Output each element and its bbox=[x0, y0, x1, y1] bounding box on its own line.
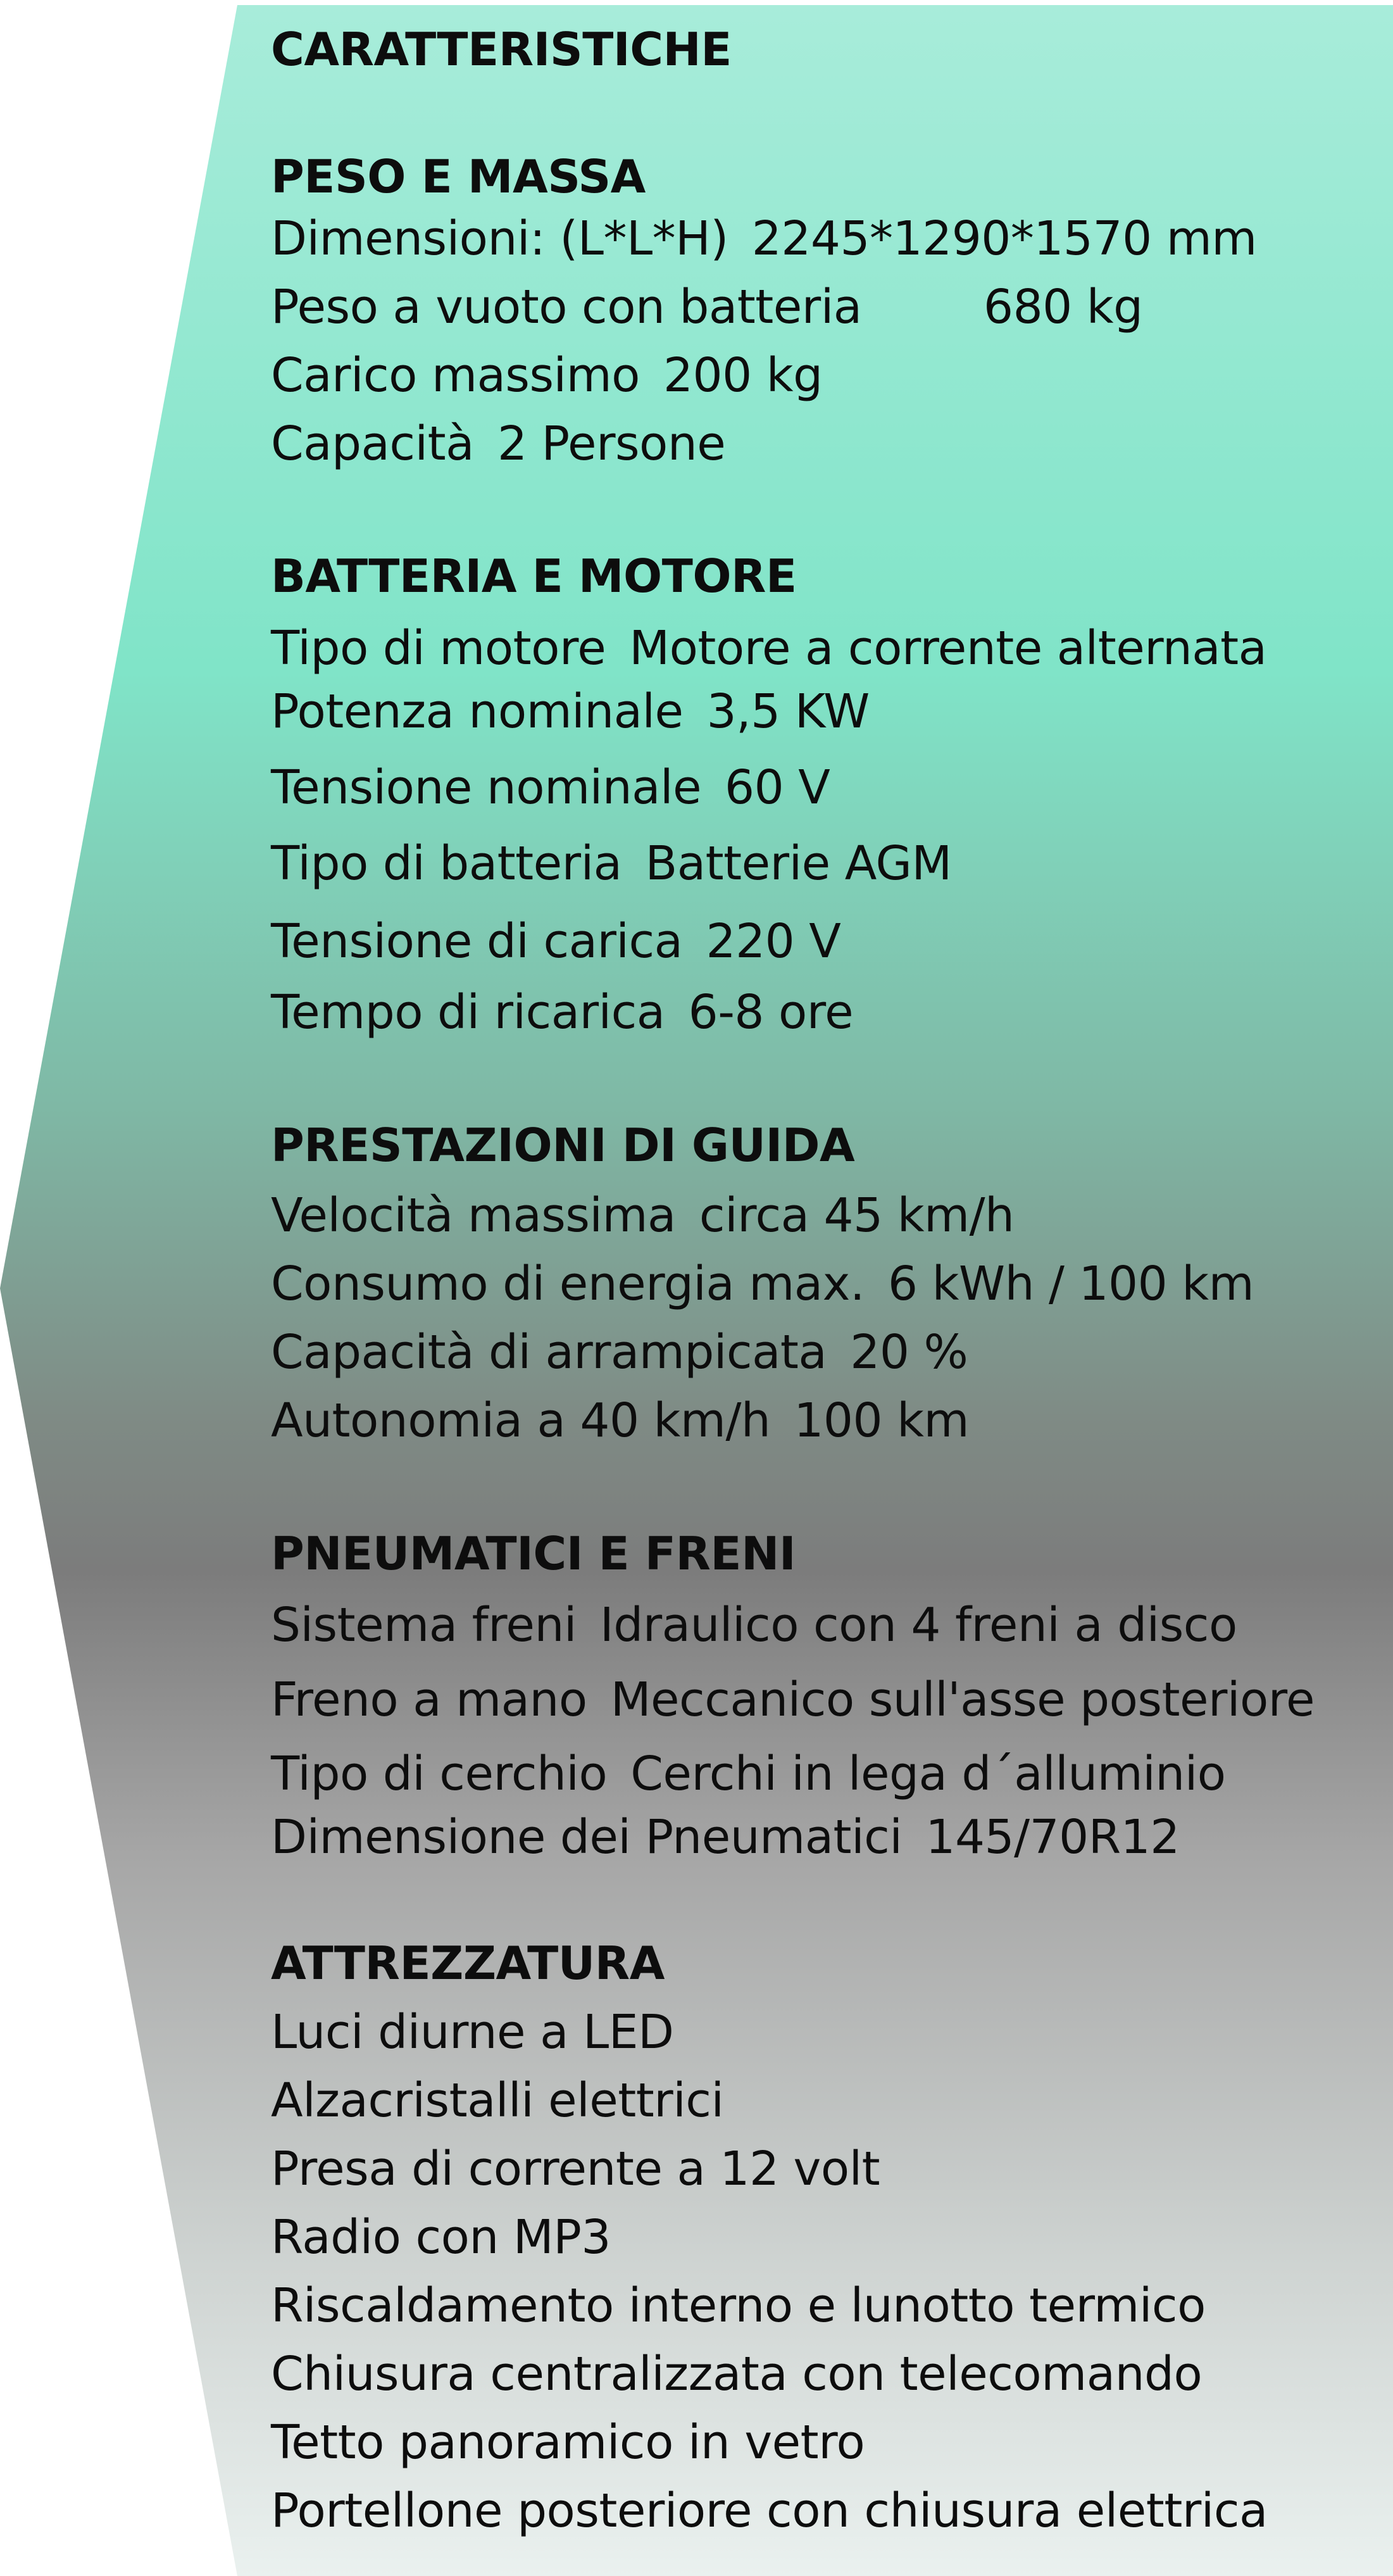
spec-value: 20 % bbox=[850, 1325, 968, 1379]
page-title: CARATTERISTICHE bbox=[271, 23, 732, 76]
spec-value: 6 kWh / 100 km bbox=[887, 1257, 1254, 1311]
spec-value: Idraulico con 4 freni a disco bbox=[599, 1598, 1237, 1652]
spec-value: 220 V bbox=[706, 914, 841, 969]
spec-label: Freno a mano bbox=[271, 1673, 587, 1727]
spec-label: Tipo di batteria bbox=[271, 836, 622, 891]
spec-row bbox=[271, 1810, 1180, 1864]
spec-row bbox=[271, 1598, 1237, 1652]
spec-value: Batterie AGM bbox=[645, 836, 952, 891]
spec-row bbox=[271, 914, 841, 969]
spec-label: Peso a vuoto con batteria bbox=[271, 280, 862, 334]
spec-row bbox=[271, 985, 854, 1040]
spec-value: 60 V bbox=[725, 760, 830, 815]
spec-row bbox=[271, 211, 1257, 266]
spec-value: 3,5 KW bbox=[706, 684, 870, 739]
spec-label: Potenza nominale bbox=[271, 684, 684, 739]
section-heading-peso: PESO E MASSA bbox=[271, 150, 646, 203]
spec-row bbox=[271, 836, 952, 891]
spec-label: Velocità massima bbox=[271, 1188, 676, 1243]
spec-value: 680 kg bbox=[984, 280, 1143, 334]
spec-row bbox=[271, 348, 823, 403]
spec-value: 2 Persone bbox=[497, 417, 726, 471]
spec-label: Tempo di ricarica bbox=[271, 985, 665, 1040]
spec-row bbox=[271, 1673, 1315, 1727]
spec-row bbox=[271, 1188, 1015, 1243]
spec-row bbox=[271, 621, 1267, 675]
spec-value: Cerchi in lega d´alluminio bbox=[630, 1747, 1226, 1801]
spec-label: Capacità di arrampicata bbox=[271, 1325, 827, 1379]
spec-value: 200 kg bbox=[663, 348, 823, 403]
spec-row bbox=[271, 1393, 970, 1448]
spec-value: 145/70R12 bbox=[925, 1810, 1180, 1864]
section-heading-prestazioni: PRESTAZIONI DI GUIDA bbox=[271, 1119, 855, 1172]
spec-label: Carico massimo bbox=[271, 348, 640, 403]
equipment-item: Radio con MP3 bbox=[271, 2210, 611, 2265]
spec-value: Meccanico sull'asse posteriore bbox=[610, 1673, 1315, 1727]
equipment-item: Alzacristalli elettrici bbox=[271, 2073, 724, 2128]
spec-value: 2245*1290*1570 mm bbox=[751, 211, 1257, 266]
equipment-item: Presa di corrente a 12 volt bbox=[271, 2142, 880, 2196]
spec-label: Capacità bbox=[271, 417, 474, 471]
section-heading-pneumatici: PNEUMATICI E FRENI bbox=[271, 1527, 796, 1580]
equipment-item: Portellone posteriore con chiusura elettrica bbox=[271, 2484, 1268, 2538]
spec-value: 6-8 ore bbox=[688, 985, 854, 1040]
spec-label: Tensione di carica bbox=[271, 914, 683, 969]
spec-value: Motore a corrente alternata bbox=[629, 621, 1267, 675]
spec-label: Tipo di cerchio bbox=[271, 1747, 608, 1801]
spec-row bbox=[271, 684, 870, 739]
spec-row bbox=[271, 1257, 1254, 1311]
spec-value: 100 km bbox=[794, 1393, 970, 1448]
spec-label: Dimensione dei Pneumatici bbox=[271, 1810, 903, 1864]
equipment-item: Luci diurne a LED bbox=[271, 2005, 674, 2059]
spec-label: Tipo di motore bbox=[271, 621, 606, 675]
spec-label: Consumo di energia max. bbox=[271, 1257, 865, 1311]
spec-label: Tensione nominale bbox=[271, 760, 702, 815]
spec-row bbox=[271, 760, 830, 815]
section-heading-batteria: BATTERIA E MOTORE bbox=[271, 550, 797, 603]
spec-row bbox=[271, 280, 1143, 334]
spec-row bbox=[271, 1747, 1226, 1801]
spec-row bbox=[271, 1325, 968, 1379]
spec-label: Sistema freni bbox=[271, 1598, 577, 1652]
section-heading-attrezzatura: ATTREZZATURA bbox=[271, 1937, 665, 1990]
equipment-item: Riscaldamento interno e lunotto termico bbox=[271, 2278, 1206, 2333]
spec-label: Dimensioni: (L*L*H) bbox=[271, 211, 728, 266]
spec-row bbox=[271, 417, 726, 471]
equipment-item: Tetto panoramico in vetro bbox=[271, 2415, 865, 2470]
spec-value: circa 45 km/h bbox=[699, 1188, 1015, 1243]
spec-label: Autonomia a 40 km/h bbox=[271, 1393, 771, 1448]
equipment-item: Chiusura centralizzata con telecomando bbox=[271, 2347, 1202, 2401]
